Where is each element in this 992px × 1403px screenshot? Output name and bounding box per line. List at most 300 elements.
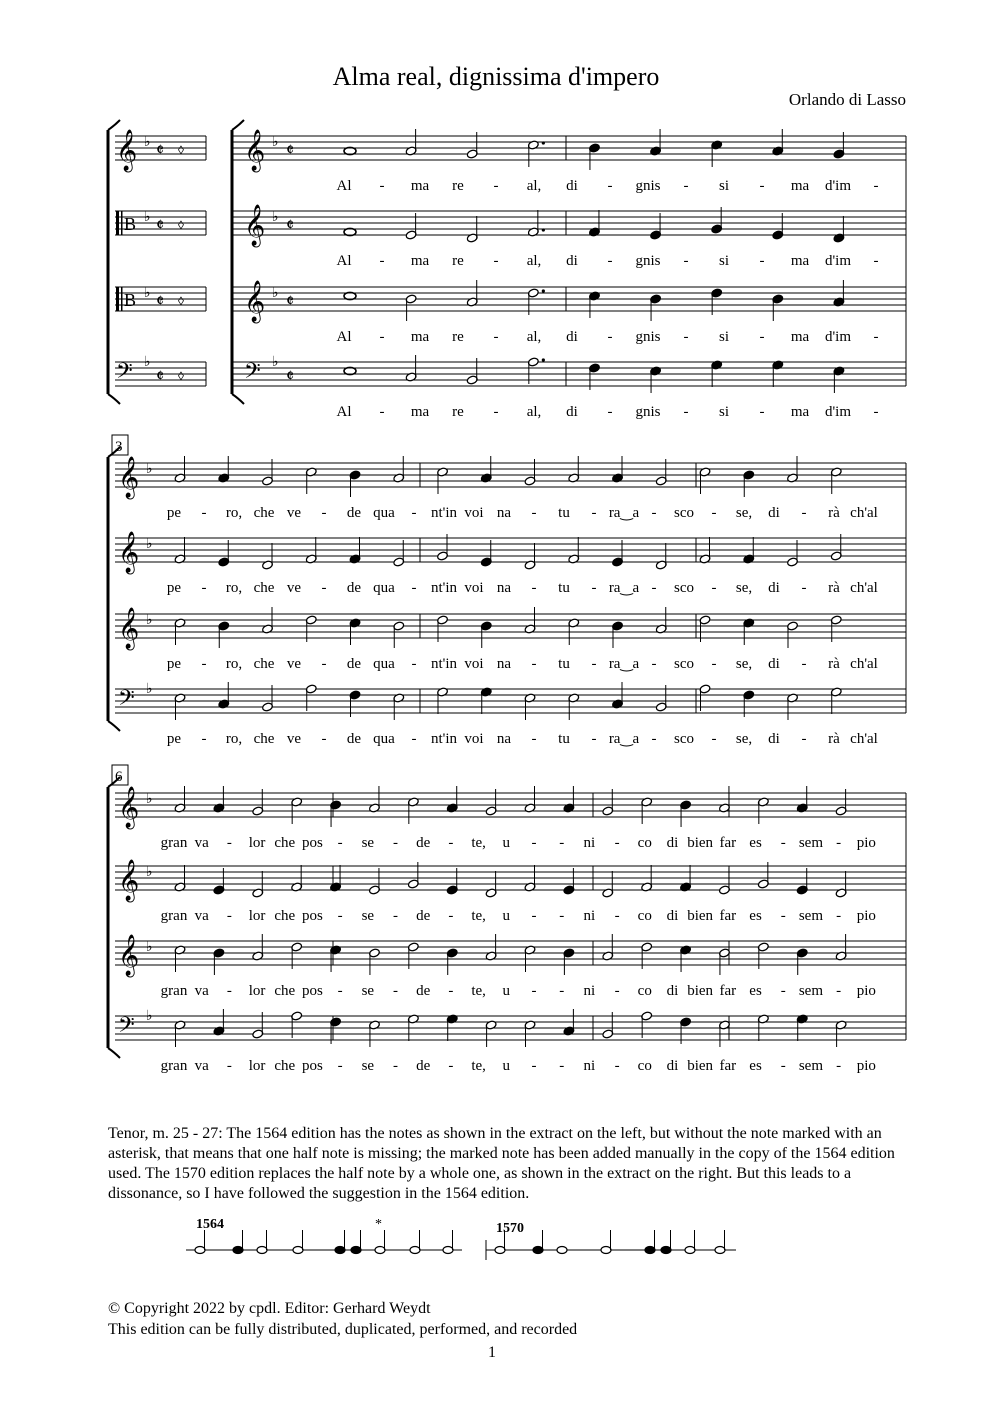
- lyric-syllable: -: [780, 908, 786, 924]
- lyric-syllable: ve: [286, 505, 302, 521]
- lyric-syllable: -: [531, 983, 537, 999]
- extract-note: [257, 1247, 267, 1254]
- lyric-syllable: lor: [248, 908, 266, 924]
- lyric-syllable: di: [566, 178, 578, 194]
- lyric-syllable: va: [194, 835, 209, 851]
- lyric-syllable: tu: [558, 731, 570, 747]
- lyric-syllable: che: [274, 983, 296, 999]
- lyric-syllable: -: [379, 253, 385, 269]
- bass-clef-icon: 𝄢: [118, 686, 135, 715]
- extract-label-1564: 1564: [196, 1217, 224, 1232]
- lyric-syllable: -: [614, 908, 620, 924]
- lyric-syllable: es: [749, 983, 762, 999]
- lyric-syllable: -: [493, 253, 499, 269]
- lyric-syllable: de: [416, 983, 431, 999]
- lyric-syllable: bien: [687, 835, 714, 851]
- flat-icon: ♭: [144, 286, 151, 301]
- lyric-syllable: lor: [248, 1058, 266, 1074]
- lyric-syllable: che: [274, 835, 296, 851]
- lyric-syllable: -: [873, 253, 879, 269]
- lyric-syllable: -: [448, 835, 454, 851]
- lyric-syllable: che: [274, 1058, 296, 1074]
- alto-clef-icon: [121, 211, 123, 235]
- lyric-syllable: -: [801, 656, 807, 672]
- lyric-syllable: ch'al: [850, 656, 878, 672]
- lyric-syllable: de: [416, 908, 431, 924]
- lyric-syllable: -: [337, 908, 343, 924]
- flat-icon: ♭: [272, 286, 279, 301]
- lyric-syllable: ve: [286, 580, 302, 596]
- cut-time-icon: 𝄵: [286, 366, 295, 386]
- alto-clef-icon: [121, 287, 123, 311]
- lyric-syllable: se,: [735, 731, 753, 747]
- lyric-syllable: di: [666, 1058, 679, 1074]
- lyric-syllable: pio: [856, 1058, 876, 1074]
- lyric-syllable: gran: [160, 1058, 188, 1074]
- lyric-syllable: u: [502, 983, 511, 999]
- lyric-syllable: tu: [558, 580, 570, 596]
- page-title: Alma real, dignissima d'impero: [332, 62, 660, 91]
- lyric-syllable: ra‿a: [608, 580, 640, 596]
- treble-clef-icon: 𝄞: [116, 130, 138, 170]
- bass-clef-icon: 𝄢: [244, 359, 261, 388]
- lyric-syllable: sco: [674, 656, 694, 672]
- lyric-syllable: di: [666, 835, 679, 851]
- lyric-syllable: ra‿a: [608, 731, 640, 747]
- lyric-syllable: -: [379, 178, 385, 194]
- lyric-syllable: na: [496, 656, 512, 672]
- lyric-syllable: re: [452, 329, 464, 345]
- lyric-syllable: -: [683, 178, 689, 194]
- lyric-syllable: al,: [526, 329, 542, 345]
- lyric-syllable: qua: [373, 505, 395, 521]
- lyric-syllable: pio: [856, 835, 876, 851]
- cut-time-icon: 𝄵: [156, 215, 165, 235]
- lyric-syllable: -: [759, 253, 765, 269]
- lyric-syllable: -: [201, 580, 207, 596]
- lyric-syllable: rà: [828, 656, 840, 672]
- lyric-syllable: gnis: [635, 253, 661, 269]
- lyric-syllable: ma: [790, 404, 810, 420]
- lyric-syllable: u: [502, 1058, 511, 1074]
- lyric-syllable: -: [531, 580, 537, 596]
- extract-note: [557, 1247, 567, 1254]
- lyric-syllable: -: [651, 580, 657, 596]
- lyric-syllable: -: [448, 908, 454, 924]
- lyric-syllable: va: [194, 1058, 209, 1074]
- bracket-hook: [108, 394, 120, 404]
- lyric-syllable: che: [274, 908, 296, 924]
- flat-icon: ♭: [146, 1009, 153, 1024]
- lyric-syllable: te,: [471, 1058, 486, 1074]
- extract-note: [351, 1247, 361, 1254]
- lyric-syllable: che: [253, 505, 275, 521]
- lyric-syllable: pio: [856, 908, 876, 924]
- lyric-syllable: rà: [828, 731, 840, 747]
- lyric-syllable: sem: [798, 1058, 824, 1074]
- lyric-syllable: -: [873, 178, 879, 194]
- incipit-note: ◊: [178, 143, 184, 157]
- lyric-syllable: ch'al: [850, 505, 878, 521]
- lyric-syllable: se: [361, 1058, 375, 1074]
- lyric-syllable: -: [531, 731, 537, 747]
- dot: [542, 228, 545, 231]
- flat-icon: ♭: [146, 940, 153, 955]
- lyric-syllable: ma: [790, 329, 810, 345]
- lyric-syllable: -: [759, 404, 765, 420]
- page-number: 1: [488, 1344, 496, 1361]
- cut-time-icon: 𝄵: [156, 366, 165, 386]
- lyric-syllable: -: [836, 983, 842, 999]
- lyric-syllable: di: [666, 983, 679, 999]
- lyric-syllable: -: [651, 656, 657, 672]
- cut-time-icon: 𝄵: [156, 291, 165, 311]
- lyric-syllable: es: [749, 1058, 762, 1074]
- lyric-syllable: -: [559, 835, 565, 851]
- lyric-syllable: nt'in: [430, 731, 458, 747]
- lyric-syllable: -: [337, 983, 343, 999]
- lyric-syllable: -: [780, 983, 786, 999]
- lyric-syllable: -: [711, 656, 717, 672]
- lyric-syllable: -: [607, 253, 613, 269]
- lyric-syllable: es: [749, 908, 762, 924]
- lyric-syllable: pio: [856, 983, 876, 999]
- lyric-syllable: co: [637, 908, 652, 924]
- lyric-syllable: co: [637, 1058, 652, 1074]
- lyric-syllable: de: [346, 731, 362, 747]
- lyric-syllable: rà: [828, 580, 840, 596]
- lyric-syllable: ro,: [225, 505, 243, 521]
- lyric-syllable: -: [493, 329, 499, 345]
- bracket-hook: [232, 394, 244, 404]
- lyric-syllable: ma: [790, 178, 810, 194]
- lyric-syllable: re: [452, 404, 464, 420]
- lyric-syllable: di: [768, 731, 780, 747]
- lyric-syllable: qua: [373, 731, 395, 747]
- lyric-syllable: Al: [336, 253, 352, 269]
- lyric-syllable: pos: [302, 1058, 323, 1074]
- lyric-syllable: ro,: [225, 656, 243, 672]
- lyric-syllable: pos: [302, 908, 323, 924]
- lyric-syllable: tu: [558, 656, 570, 672]
- lyric-syllable: pe: [166, 656, 182, 672]
- lyric-syllable: di: [768, 580, 780, 596]
- measure-number: 6: [115, 769, 123, 785]
- lyric-syllable: de: [416, 835, 431, 851]
- lyric-syllable: -: [591, 505, 597, 521]
- lyric-syllable: -: [711, 505, 717, 521]
- lyric-syllable: ni: [583, 1058, 596, 1074]
- extract-note: [410, 1247, 420, 1254]
- lyric-syllable: va: [194, 983, 209, 999]
- lyric-syllable: -: [683, 253, 689, 269]
- lyric-syllable: ma: [790, 253, 810, 269]
- lyric-syllable: d'im: [824, 178, 852, 194]
- lyric-syllable: ma: [410, 404, 430, 420]
- dot: [542, 289, 545, 292]
- lyric-syllable: -: [591, 580, 597, 596]
- lyric-syllable: se: [361, 908, 375, 924]
- lyric-syllable: -: [651, 505, 657, 521]
- lyric-syllable: se: [361, 835, 375, 851]
- lyric-syllable: ro,: [225, 580, 243, 596]
- lyric-syllable: -: [393, 1058, 399, 1074]
- lyric-syllable: al,: [526, 253, 542, 269]
- lyric-syllable: di: [768, 656, 780, 672]
- lyric-syllable: che: [253, 580, 275, 596]
- lyric-syllable: -: [591, 656, 597, 672]
- lyric-syllable: di: [566, 404, 578, 420]
- flat-icon: ♭: [146, 462, 153, 477]
- lyric-syllable: na: [496, 731, 512, 747]
- flat-icon: ♭: [146, 792, 153, 807]
- lyric-syllable: u: [502, 835, 511, 851]
- lyric-syllable: di: [566, 253, 578, 269]
- treble-clef-icon: 𝄞: [118, 860, 140, 900]
- bracket-hook: [108, 120, 120, 130]
- lyric-syllable: -: [379, 404, 385, 420]
- bass-clef-icon: 𝄢: [118, 1013, 135, 1042]
- lyric-syllable: al,: [526, 178, 542, 194]
- lyric-syllable: qua: [373, 656, 395, 672]
- lyric-syllable: ro,: [225, 731, 243, 747]
- lyric-syllable: se,: [735, 656, 753, 672]
- lyric-syllable: -: [493, 178, 499, 194]
- lyric-syllable: es: [749, 835, 762, 851]
- lyric-syllable: lor: [248, 983, 266, 999]
- extract-label-1570: 1570: [496, 1221, 524, 1236]
- lyric-syllable: -: [531, 835, 537, 851]
- extract-marker: *: [375, 1217, 382, 1232]
- lyric-syllable: -: [321, 580, 327, 596]
- lyric-syllable: ni: [583, 908, 596, 924]
- extract-note: [661, 1247, 671, 1254]
- lyric-syllable: -: [201, 731, 207, 747]
- lyric-syllable: -: [493, 404, 499, 420]
- lyric-syllable: -: [873, 329, 879, 345]
- lyric-syllable: sco: [674, 505, 694, 521]
- lyric-syllable: voi: [464, 656, 484, 672]
- bass-clef-icon: 𝄢: [116, 359, 133, 388]
- lyric-syllable: ra‿a: [608, 505, 640, 521]
- lyric-syllable: al,: [526, 404, 542, 420]
- flat-icon: ♭: [144, 210, 151, 225]
- lyric-syllable: -: [651, 731, 657, 747]
- lyric-syllable: -: [607, 329, 613, 345]
- lyric-syllable: -: [321, 505, 327, 521]
- extract-note: [335, 1247, 345, 1254]
- extract-note: [685, 1247, 695, 1254]
- lyric-syllable: pe: [166, 580, 182, 596]
- lyric-syllable: di: [666, 908, 679, 924]
- lyric-syllable: pos: [302, 835, 323, 851]
- flat-icon: ♭: [146, 865, 153, 880]
- lyric-syllable: far: [719, 835, 737, 851]
- lyric-syllable: nt'in: [430, 656, 458, 672]
- lyric-syllable: -: [801, 505, 807, 521]
- lyric-syllable: ma: [410, 329, 430, 345]
- extract-note: [495, 1247, 505, 1254]
- treble-clef-icon: 𝄞: [118, 532, 140, 572]
- lyric-syllable: gran: [160, 835, 188, 851]
- lyric-syllable: -: [226, 1058, 232, 1074]
- lyric-syllable: far: [719, 1058, 737, 1074]
- extract-note: [293, 1247, 303, 1254]
- lyric-syllable: de: [346, 580, 362, 596]
- lyric-syllable: -: [226, 983, 232, 999]
- lyric-syllable: na: [496, 580, 512, 596]
- lyric-syllable: -: [411, 505, 417, 521]
- extract-note: [645, 1247, 655, 1254]
- lyric-syllable: tu: [558, 505, 570, 521]
- lyric-syllable: ve: [286, 656, 302, 672]
- lyric-syllable: sem: [798, 908, 824, 924]
- lyric-syllable: -: [591, 731, 597, 747]
- lyric-syllable: -: [226, 835, 232, 851]
- bracket-hook: [108, 1048, 120, 1058]
- lyric-syllable: -: [226, 908, 232, 924]
- cut-time-icon: 𝄵: [286, 140, 295, 160]
- cut-time-icon: 𝄵: [286, 291, 295, 311]
- lyric-syllable: -: [321, 656, 327, 672]
- lyric-syllable: -: [393, 835, 399, 851]
- lyric-syllable: -: [607, 404, 613, 420]
- lyric-syllable: -: [411, 656, 417, 672]
- lyric-syllable: te,: [471, 983, 486, 999]
- lyric-syllable: co: [637, 983, 652, 999]
- lyric-syllable: d'im: [824, 329, 852, 345]
- lyric-syllable: pe: [166, 731, 182, 747]
- lyric-syllable: sco: [674, 731, 694, 747]
- lyric-syllable: ch'al: [850, 580, 878, 596]
- lyric-syllable: rà: [828, 505, 840, 521]
- bracket-hook: [232, 120, 244, 130]
- lyric-syllable: voi: [464, 731, 484, 747]
- lyric-syllable: de: [416, 1058, 431, 1074]
- lyric-syllable: lor: [248, 835, 266, 851]
- lyric-syllable: far: [719, 983, 737, 999]
- lyric-syllable: -: [780, 835, 786, 851]
- lyric-syllable: bien: [687, 983, 714, 999]
- flat-icon: ♭: [272, 210, 279, 225]
- lyric-syllable: -: [711, 580, 717, 596]
- extract-note: [443, 1247, 453, 1254]
- treble-clef-icon: 𝄞: [244, 130, 266, 170]
- extracts: [0, 1210, 992, 1280]
- extract-note: [601, 1247, 611, 1254]
- dot: [542, 358, 545, 361]
- treble-clef-icon: 𝄞: [118, 608, 140, 648]
- lyric-syllable: -: [559, 1058, 565, 1074]
- lyric-syllable: -: [337, 835, 343, 851]
- lyric-syllable: -: [801, 731, 807, 747]
- lyric-syllable: si: [718, 404, 730, 420]
- lyric-syllable: pe: [166, 505, 182, 521]
- lyric-syllable: ch'al: [850, 731, 878, 747]
- lyric-syllable: -: [337, 1058, 343, 1074]
- lyric-syllable: di: [768, 505, 780, 521]
- lyric-syllable: di: [566, 329, 578, 345]
- lyric-syllable: -: [448, 1058, 454, 1074]
- lyric-syllable: sco: [674, 580, 694, 596]
- lyric-syllable: -: [559, 983, 565, 999]
- lyric-syllable: far: [719, 908, 737, 924]
- measure-number: 3: [115, 439, 123, 455]
- lyric-syllable: sem: [798, 983, 824, 999]
- lyric-syllable: Al: [336, 178, 352, 194]
- alto-clef-icon: [116, 211, 119, 235]
- lyric-syllable: -: [873, 404, 879, 420]
- lyric-syllable: -: [531, 656, 537, 672]
- lyric-syllable: -: [411, 731, 417, 747]
- bracket-hook: [108, 721, 120, 731]
- treble-clef-icon: 𝄞: [118, 935, 140, 975]
- lyric-syllable: -: [531, 505, 537, 521]
- editorial-note: Tenor, m. 25 - 27: The 1564 edition has the notes as shown in the extract on the left, but without the note marked with an asterisk, that means that one half note is missing; the marked note has been added manually in the copy of the 1564 edition used. The 1570 edition replaces the half note by a whole one, as shown in the extract on the right. But this leads to a dissonance, so I have followed the suggestion in the 1564 edition.: [108, 1125, 895, 1202]
- lyric-syllable: se,: [735, 505, 753, 521]
- lyric-syllable: -: [759, 178, 765, 194]
- extract-note: [233, 1247, 243, 1254]
- lyric-syllable: -: [836, 835, 842, 851]
- lyric-syllable: te,: [471, 908, 486, 924]
- lyric-syllable: si: [718, 178, 730, 194]
- lyric-syllable: gran: [160, 983, 188, 999]
- flat-icon: ♭: [146, 537, 153, 552]
- lyric-syllable: -: [531, 1058, 537, 1074]
- flat-icon: ♭: [146, 613, 153, 628]
- lyric-syllable: voi: [464, 505, 484, 521]
- extract-note: [533, 1247, 543, 1254]
- lyric-syllable: se: [361, 983, 375, 999]
- lyric-syllable: che: [253, 656, 275, 672]
- extract-note: [195, 1247, 205, 1254]
- lyric-syllable: -: [759, 329, 765, 345]
- cut-time-icon: 𝄵: [286, 215, 295, 235]
- lyric-syllable: bien: [687, 1058, 714, 1074]
- lyric-syllable: va: [194, 908, 209, 924]
- lyric-syllable: -: [614, 1058, 620, 1074]
- lyric-syllable: qua: [373, 580, 395, 596]
- lyric-syllable: Al: [336, 329, 352, 345]
- lyric-syllable: -: [614, 983, 620, 999]
- lyric-syllable: -: [614, 835, 620, 851]
- treble-clef-icon: 𝄞: [118, 787, 140, 827]
- lyric-syllable: de: [346, 505, 362, 521]
- lyric-syllable: gnis: [635, 404, 661, 420]
- dot: [542, 141, 545, 144]
- extract-note: [375, 1247, 385, 1254]
- lyric-syllable: ma: [410, 178, 430, 194]
- lyric-syllable: ni: [583, 835, 596, 851]
- copyright: © Copyright 2022 by cpdl. Editor: Gerhard Weydt: [108, 1300, 431, 1317]
- lyric-syllable: voi: [464, 580, 484, 596]
- lyric-syllable: si: [718, 329, 730, 345]
- lyric-syllable: ve: [286, 731, 302, 747]
- incipit-note: ◊: [178, 369, 184, 383]
- lyric-syllable: -: [836, 1058, 842, 1074]
- lyric-syllable: -: [411, 580, 417, 596]
- flat-icon: ♭: [272, 355, 279, 370]
- lyric-syllable: d'im: [824, 253, 852, 269]
- lyric-syllable: gran: [160, 908, 188, 924]
- flat-icon: ♭: [272, 135, 279, 150]
- lyric-syllable: -: [393, 908, 399, 924]
- lyric-syllable: che: [253, 731, 275, 747]
- treble-clef-icon: 𝄞: [244, 205, 266, 245]
- lyric-syllable: na: [496, 505, 512, 521]
- lyric-syllable: -: [201, 656, 207, 672]
- lyric-syllable: se,: [735, 580, 753, 596]
